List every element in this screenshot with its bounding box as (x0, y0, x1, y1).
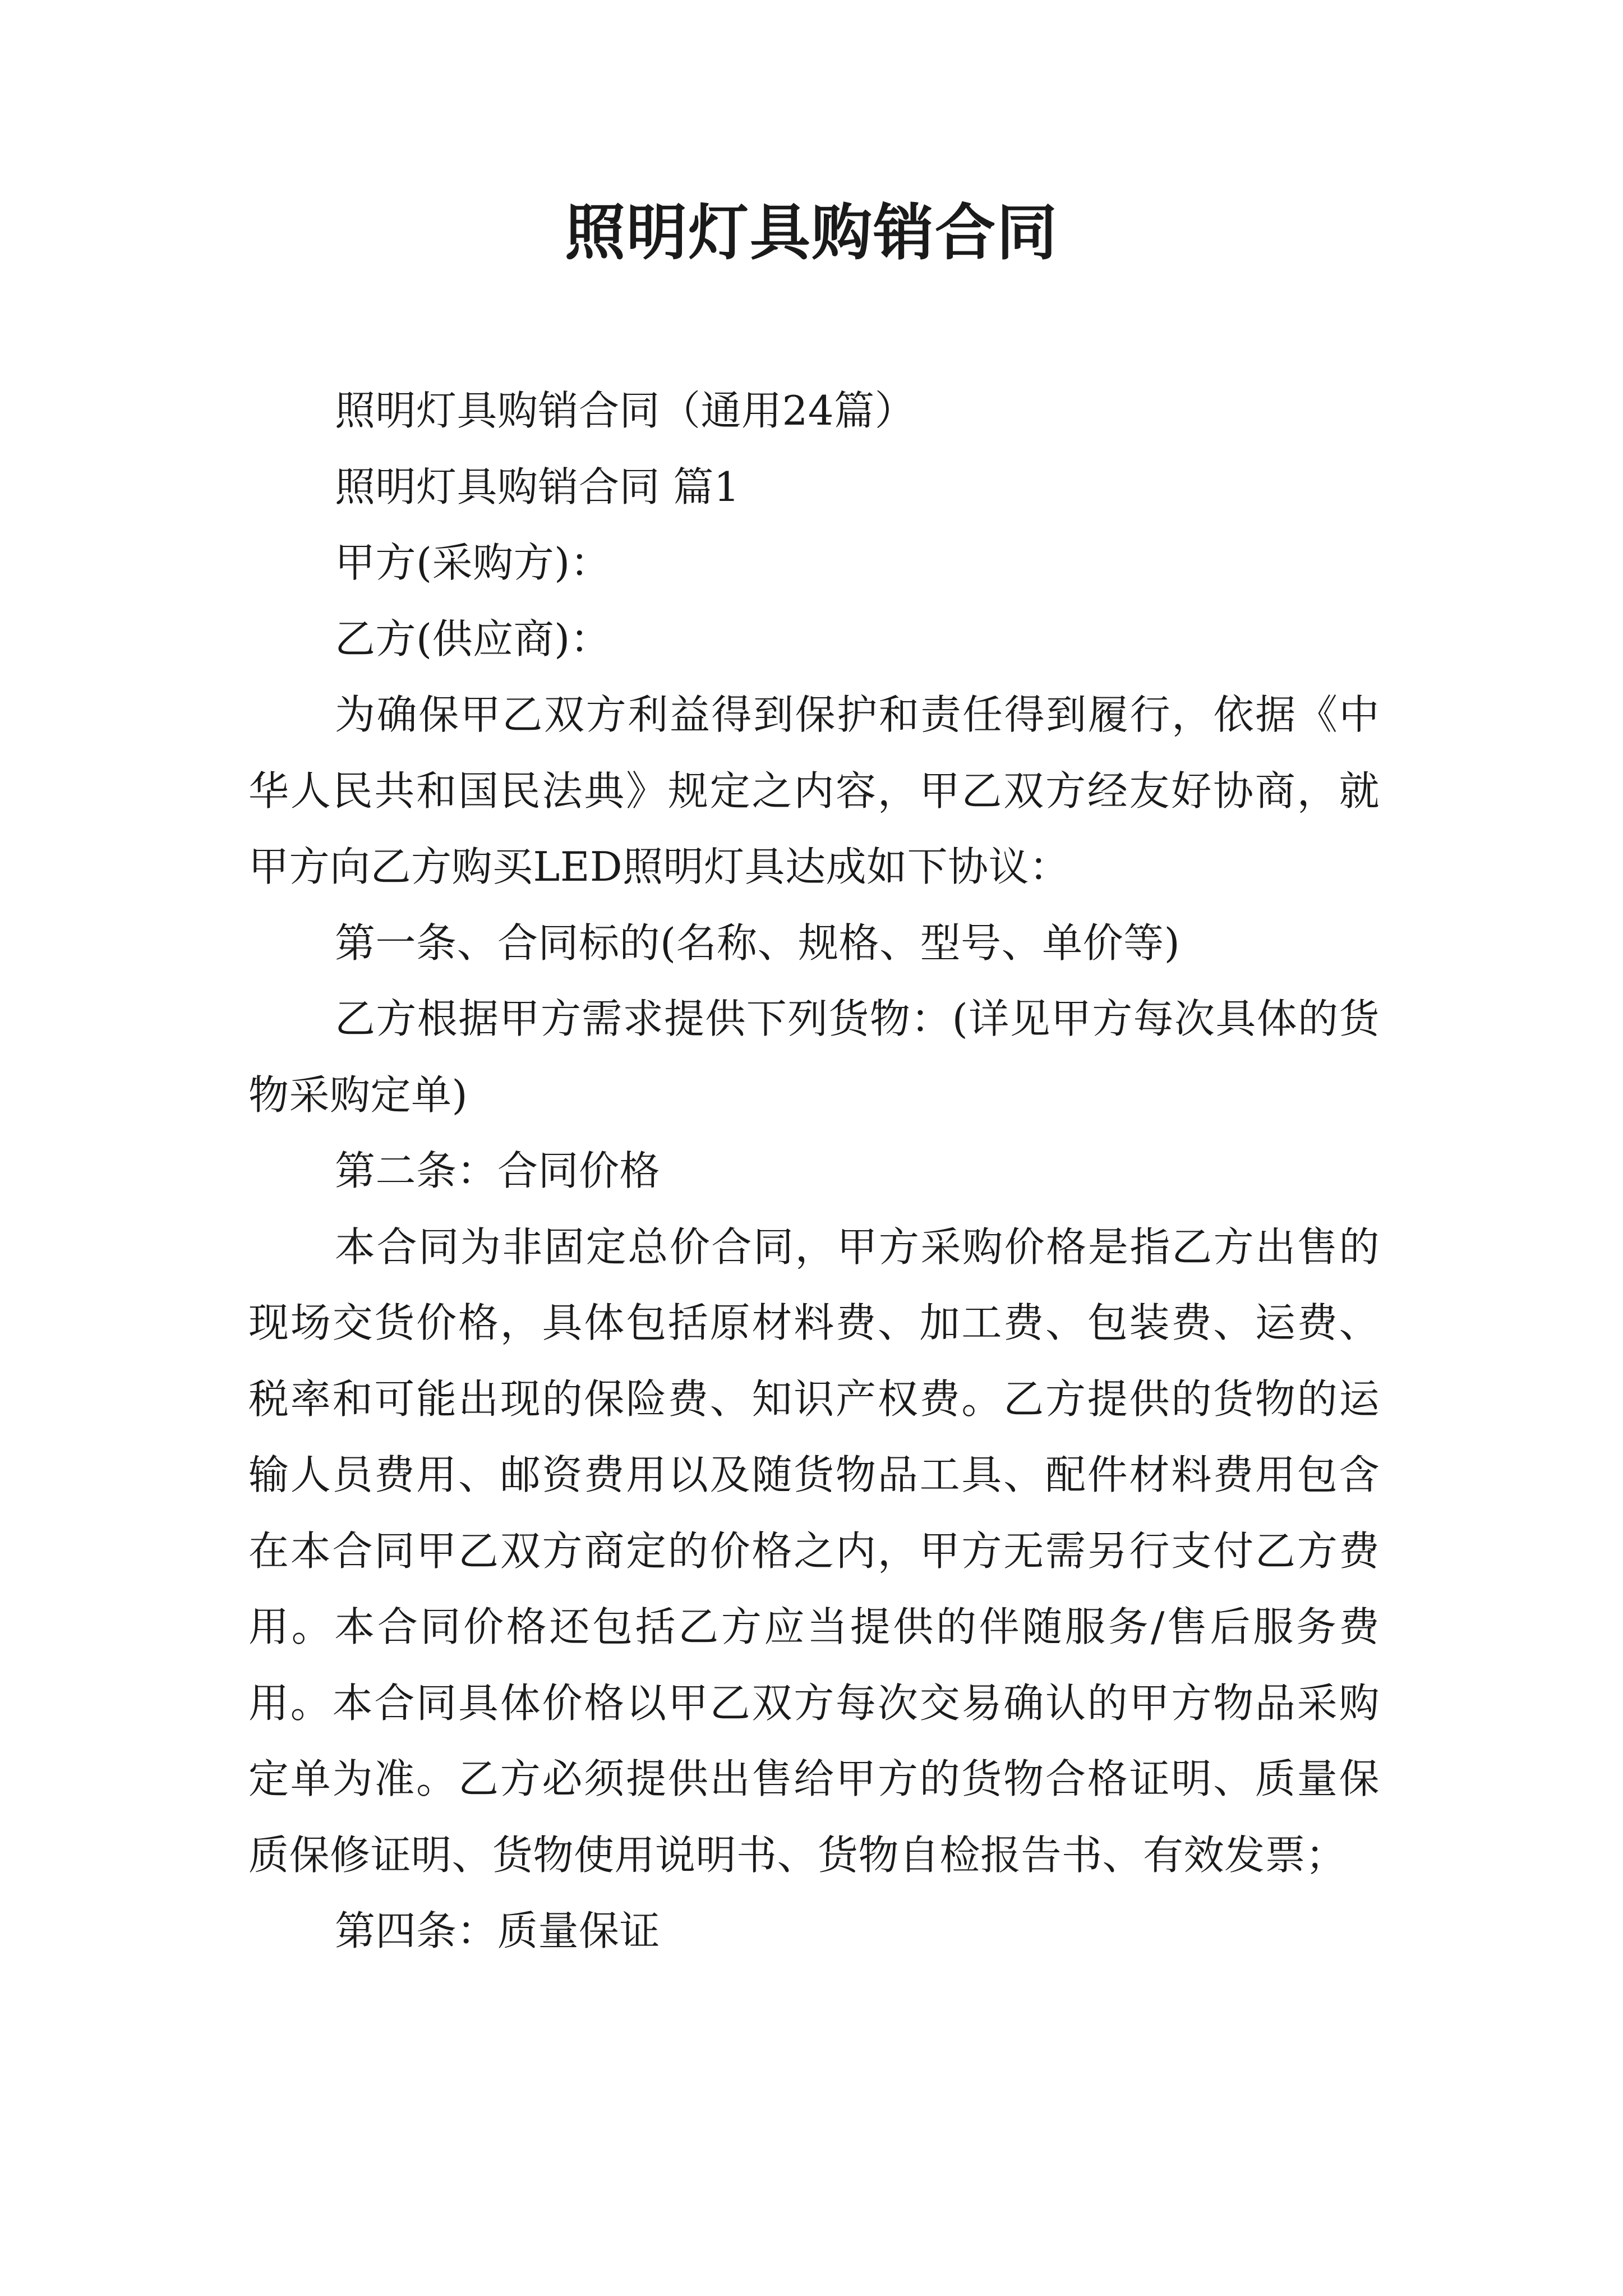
article-2-heading: 第二条：合同价格 (335, 1147, 661, 1194)
article-1-heading: 第一条、合同标的(名称、规格、型号、单价等) (335, 919, 1181, 967)
preamble-paragraph: 为确保甲乙双方利益得到保护和责任得到履行，依据《中华人民共和国民法典》规定之内容，甲乙双方经友好协商，就甲方向乙方购买LED照明灯具达成如下协议： (248, 691, 1380, 890)
article-1-body: 乙方根据甲方需求提供下列货物：(详见甲方每次具体的货物采购定单) (248, 995, 1380, 1119)
party-a-line: 甲方(采购方)： (335, 539, 611, 586)
document-body (248, 373, 1380, 1970)
party-b-line: 乙方(供应商)： (335, 615, 611, 662)
article-2-body: 本合同为非固定总价合同，甲方采购价格是指乙方出售的现场交货价格，具体包括原材料费、加工费、包装费、运费、税率和可能出现的保险费、知识产权费。乙方提供的货物的运输人员费用、邮资费用以及随货物品工具、配件材料费用包含在本合同甲乙双方商定的价格之内，甲方无需另行支付乙方费用。本合同价格还包括乙方应当提供的伴随服务/售后服务费用。本合同具体价格以甲乙双方每次交易确认的甲方物品采购定单为准。乙方必须提供出售给甲方的货物合格证明、质量保质保修证明、货物使用说明书、货物自检报告书、有效发票； (248, 1223, 1380, 1879)
doc-section-heading: 照明灯具购销合同 篇1 (335, 463, 740, 510)
doc-subtitle: 照明灯具购销合同（通用24篇） (335, 387, 916, 434)
document-title: 照明灯具购销合同 (564, 197, 1058, 268)
article-4-heading: 第四条：质量保证 (335, 1907, 661, 1954)
